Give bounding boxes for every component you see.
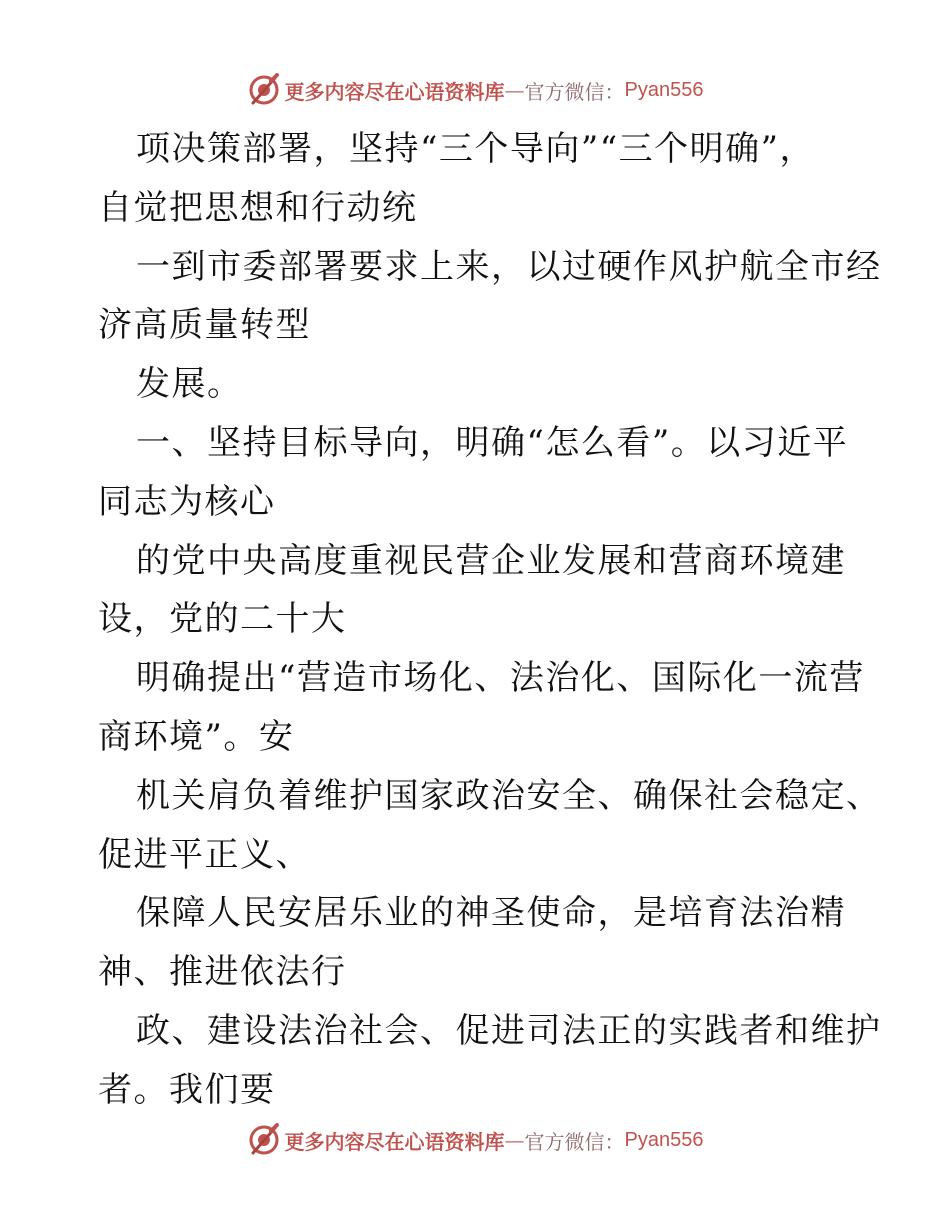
text-line: 设，党的二十大	[98, 599, 347, 640]
text-line: 神、推进依法行	[98, 952, 347, 993]
text-line: 济高质量转型	[98, 305, 311, 346]
header-banner-dash: —	[504, 78, 525, 102]
header-banner-text: 更多内容尽在心语资料库	[284, 79, 505, 104]
text-line: 一到市委部署要求上来，以过硬作风护航全市经	[136, 246, 882, 287]
header-wechat-label: 官方微信：	[524, 79, 625, 104]
text-line: 的党中央高度重视民营企业发展和营商环境建	[136, 540, 846, 581]
text-line: 同志为核心	[98, 481, 276, 522]
footer-banner-dash: —	[504, 1128, 525, 1152]
document-body	[98, 120, 882, 1120]
text-line: 项决策部署，坚持“三个导向”“三个明确”，	[136, 129, 816, 169]
text-line: 商环境”。安	[98, 716, 295, 757]
text-line: 促进平正义、	[98, 834, 311, 875]
text-line: 政、建设法治社会、促进司法正的实践者和维护	[136, 1010, 882, 1051]
footer-watermark-banner	[0, 1120, 950, 1160]
header-wechat-id: Pyan556	[624, 78, 704, 101]
footer-wechat-id: Pyan556	[624, 1128, 704, 1151]
brush-logo-icon	[247, 1123, 281, 1157]
text-line: 保障人民安居乐业的神圣使命，是培育法治精	[136, 893, 846, 934]
footer-wechat-label: 官方微信：	[524, 1129, 625, 1154]
text-line: 一、坚持目标导向，明确“怎么看”。以习近平	[136, 422, 849, 463]
text-line: 者。我们要	[98, 1069, 276, 1110]
text-line: 自觉把思想和行动统	[98, 187, 418, 228]
text-line: 机关肩负着维护国家政治安全、确保社会稳定、	[136, 775, 882, 816]
footer-banner-text: 更多内容尽在心语资料库	[284, 1129, 505, 1154]
header-watermark-banner	[0, 70, 950, 110]
brush-logo-icon	[247, 73, 281, 107]
text-line: 明确提出“营造市场化、法治化、国际化一流营	[136, 658, 865, 699]
text-line: 发展。	[136, 364, 243, 405]
